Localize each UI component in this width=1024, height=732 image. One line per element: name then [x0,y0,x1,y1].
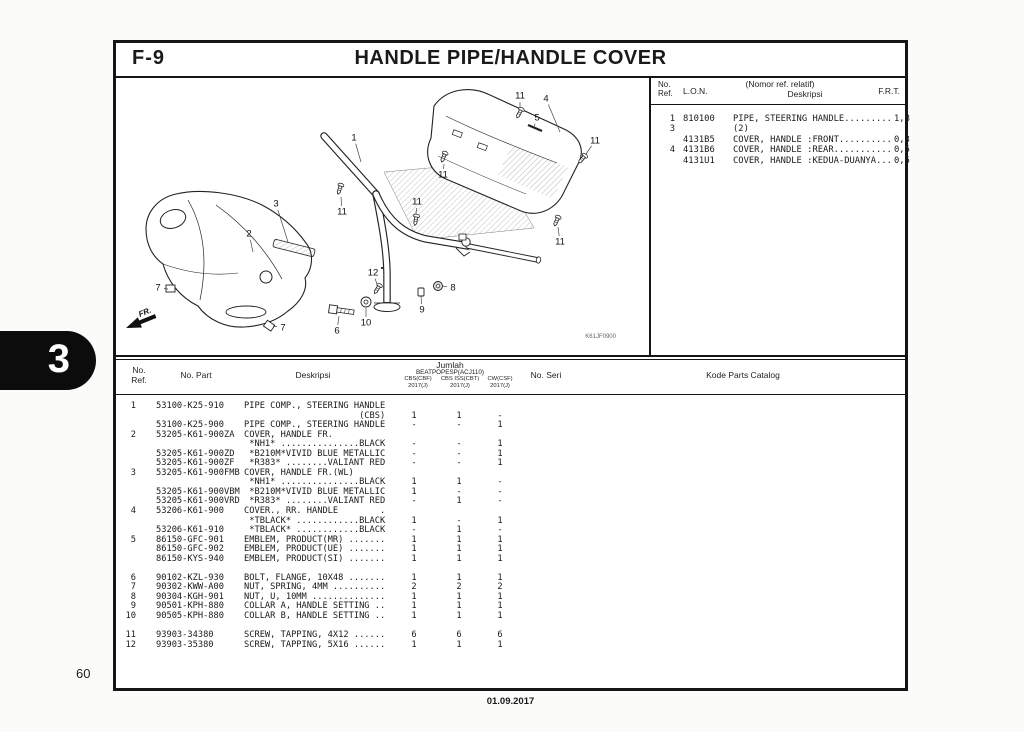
parts-row-spacer [116,622,905,632]
parts-table-row: 6 90102-KZL-930 BOLT, FLANGE, 10X48 ....... 1 1 1 [130,572,503,583]
parts-table-row: 5 86150-GFC-901 EMBLEM, PRODUCT(MR) ....... 1 1 1 [130,534,503,545]
parts-table-row: 10 90505-KPH-880 COLLAR B, HANDLE SETTING .. 1 1 1 [125,611,503,622]
callout-leader-8 [443,286,447,287]
callout-leader-11 [586,146,592,154]
parts-table-row: 86150-GFC-902 EMBLEM, PRODUCT(UE) ....... 1 1 1 [156,544,503,555]
parts-table-row: 53205-K61-900VBM *B210M*VIVID BLUE METALLIC 1 - - [156,486,503,497]
parts-table-row: 3 53205-K61-900FMB COVER, HANDLE FR.(WL) [130,467,354,478]
diagram-callout-11: 11 [337,206,347,218]
ref-col-desc-note: (Nomor ref. relatif) [745,79,815,89]
parts-year-cbs: 2017(J) [408,383,428,389]
parts-table-row: 53205-K61-900ZD *B210M*VIVID BLUE METALLIC - - 1 [156,448,503,459]
diagram-callout-7: 7 [155,282,161,294]
ref-col-lon: L.O.N. [683,86,708,96]
callout-leader-1 [356,144,361,162]
page-frame [113,40,908,691]
ref-table-row: 4131B5 COVER, HANDLE :FRONT.......... 0,3 [683,134,910,145]
parts-table-row: 2 53205-K61-900ZA COVER, HANDLE FR. [130,429,333,440]
parts-table-rows [116,394,905,688]
section-code: F-9 [132,47,165,69]
parts-diagram [116,76,649,355]
ref-table-row: 4131U1 COVER, HANDLE :KEDUA-DUANYA... 0,5 [683,155,910,166]
chapter-tab: 3 [0,331,96,390]
diagram-bolt-6 [329,305,355,316]
callout-leader-6 [338,316,339,325]
diagram-callout-1: 1 [351,132,357,144]
parts-subcol-cbs: CBS(CBF) [404,376,432,382]
ref-table-row: 4 4131B6 COVER, HANDLE :REAR........... 0,5 [669,145,910,156]
parts-table-row: 53205-K61-900VRD *R383* ........VALIANT RED - 1 - [156,496,503,507]
page-number: 60 [76,666,91,681]
diagram-callout-11: 11 [515,90,525,102]
diagram-clip-7a [166,285,175,292]
reference-table-header [651,76,905,105]
diagram-callout-6: 6 [334,325,340,337]
diagram-callout-11: 11 [555,236,565,248]
diagram-callout-8: 8 [450,282,456,294]
diagram-callout-5: 5 [534,112,540,124]
callout-leader-11 [558,227,559,236]
parts-table-row: 53206-K61-910 *TBLACK* ............BLACK - 1 - [156,525,503,536]
parts-table-row: 53100-K25-900 PIPE COMP., STEERING HANDLE - - 1 [156,420,503,431]
parts-year-cw: 2017(J) [490,383,510,389]
ref-col-frt: F.R.T. [878,86,900,96]
page-title: HANDLE PIPE/HANDLE COVER [354,47,667,69]
callout-leader-12 [375,279,377,284]
callout-leader-9 [421,296,422,304]
diagram-callout-11: 11 [590,135,600,147]
diagram-callout-12: 12 [367,267,379,279]
reference-table-rows [651,106,910,355]
parts-table-row: 12 93903-35380 SCREW, TAPPING, 5X16 ...... 1 1 1 [125,639,503,650]
fr-label: FR. [137,305,153,319]
diagram-callout-11: 11 [412,196,422,208]
parts-table-row: (CBS) 1 1 - [244,410,503,421]
parts-col-jumlah: Jumlah [436,360,464,370]
parts-table-row: 7 90302-KWW-A00 NUT, SPRING, 4MM .......... 2 2 2 [130,582,503,593]
diagram-callout-3: 3 [273,198,279,210]
parts-row-spacer [116,564,905,574]
parts-table-row: 4 53206-K61-900 COVER., RR. HANDLE . [130,506,386,517]
fr-arrow-icon [122,305,158,333]
diagram-callout-7: 7 [280,322,286,334]
diagram-callout-10: 10 [360,317,372,329]
parts-col-deskripsi: Deskripsi [295,370,331,380]
ref-col-no: No. Ref. [658,80,673,98]
ref-table-row: 1 810100 PIPE, STEERING HANDLE......... 1,8 [669,114,910,124]
parts-col-model: BEATPOPESP(ACJ110) [415,369,484,376]
parts-table-row: 8 90304-KGH-901 NUT, U, 10MM .............. 1 1 1 [130,591,503,602]
ref-col-desc: Deskripsi [787,89,823,99]
parts-table-row: *TBLACK* ............BLACK 1 - 1 [244,515,503,526]
footer-date: 01.09.2017 [486,696,535,707]
ref-table-row: 3 (2) [669,124,749,135]
parts-table-row: 9 90501-KPH-880 COLLAR A, HANDLE SETTING .. 1 1 1 [130,601,503,612]
parts-table-row: *NH1* ...............BLACK - - 1 [244,439,503,450]
diagram-callout-9: 9 [419,304,425,316]
parts-col-no-ref: No. Ref. [131,365,147,385]
parts-table-row: 53205-K61-900ZF *R383* ........VALIANT RED - - 1 [156,458,503,469]
diagram-code: K61JF0900 [585,334,616,340]
parts-table-row: 86150-KYS-940 EMBLEM, PRODUCT(SI) ....... 1 1 1 [156,553,503,564]
diagram-callout-2: 2 [246,228,252,240]
diagram-callout-4: 4 [543,93,549,105]
parts-table-header [116,355,905,394]
callout-leader-11 [341,197,342,206]
reference-table [649,76,910,355]
parts-subcol-cw: CW(CSF) [487,376,513,382]
parts-col-kode: Kode Parts Catalog [706,370,780,380]
parts-col-no-part: No. Part [180,370,212,380]
diagram-front-handle-cover [146,191,315,331]
diagram-collar-9 [418,288,424,296]
parts-table-row: 11 93903-34380 SCREW, TAPPING, 4X12 ...... 6 6 6 [125,630,503,641]
parts-table-row: *NH1* ...............BLACK 1 1 - [244,477,503,488]
parts-table-row: 1 53100-K25-910 PIPE COMP., STEERING HANDLE [130,401,386,411]
parts-year-cbs-iss: 2017(J) [450,383,470,389]
header-band [116,43,905,78]
diagram-callout-11: 11 [438,169,448,181]
parts-col-no-seri: No. Seri [530,370,562,380]
parts-subcol-cbs-iss: CBS ISS(CBT) [440,376,480,382]
